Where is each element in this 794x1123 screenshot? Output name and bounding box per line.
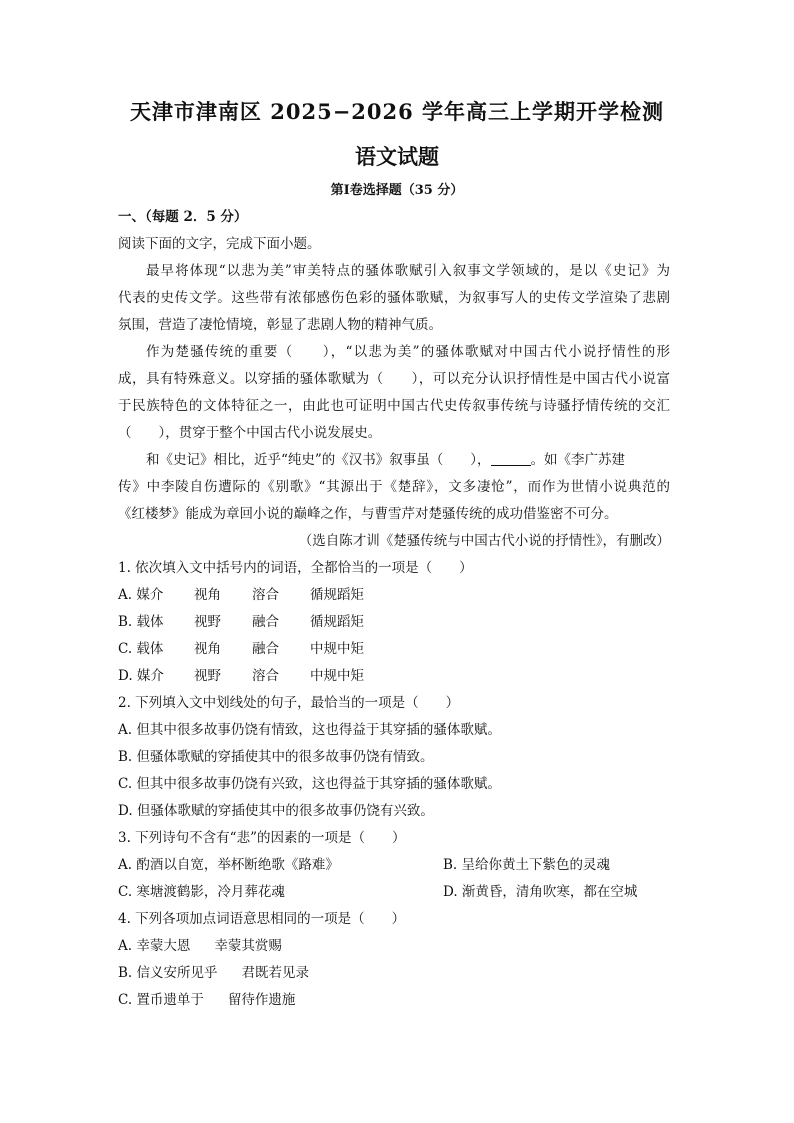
passage-line: 于民族特色的文体特征之一，由此也可证明中国古代史传叙事传统与诗骚抒情传统的交汇 [118, 398, 670, 414]
q3-options-row-1 [118, 852, 670, 879]
q2-option-a[interactable]: A. 但其中很多故事仍饶有情致，这也得益于其穿插的骚体歌赋。 [118, 722, 501, 738]
q2-option-d[interactable]: D. 但骚体歌赋的穿插使其中的很多故事仍饶有兴致。 [118, 803, 434, 819]
question-2-stem: 2. 下列填入文中划线处的句子，最恰当的一项是（ ） [118, 695, 460, 711]
part-heading: 一、（每题 2．5 分） [118, 209, 248, 225]
q3-option-d[interactable]: D. 渐黄昏，清角吹寒，都在空城 [443, 884, 638, 900]
q4-option-a[interactable]: A. 幸蒙大恩 幸蒙其赏赐 [118, 938, 282, 954]
question-4-stem: 4. 下列各项加点词语意思相同的一项是（ ） [118, 911, 406, 927]
passage-line: 最早将体现“以悲为美”审美特点的骚体歌赋引入叙事文学领域的，是以《史记》为 [146, 263, 670, 279]
passage-text: 。如《李广苏建 [530, 452, 626, 468]
q1-option-b[interactable]: B. 载体 视野 融合 循规蹈矩 [118, 614, 364, 630]
q2-option-c[interactable]: C. 但其中很多故事仍饶有兴致，这也得益于其穿插的骚体歌赋。 [118, 776, 501, 792]
passage-line: 氛围，营造了凄怆情境，彰显了悲剧人物的精神气质。 [118, 317, 442, 333]
passage-source: （选自陈才训《楚骚传统与中国古代小说的抒情性》，有删改） [298, 533, 670, 549]
q4-option-b[interactable]: B. 信义安所见乎 君既若见录 [118, 965, 310, 981]
section-heading: 第Ⅰ卷选择题（35 分） [330, 183, 464, 198]
passage-line: 代表的史传文学。这些带有浓郁感伤色彩的骚体歌赋，为叙事写人的史传文学渲染了悲剧 [118, 290, 670, 306]
passage-line [118, 447, 670, 474]
q2-option-b[interactable]: B. 但骚体歌赋的穿插使其中的很多故事仍饶有情致。 [118, 749, 434, 765]
q3-option-c[interactable]: C. 寒塘渡鹤影，冷月葬花魂 [118, 884, 285, 900]
q3-options-row-2 [118, 879, 670, 906]
q1-option-a[interactable]: A. 媒介 视角 溶合 循规蹈矩 [118, 587, 364, 603]
q3-option-b[interactable]: B. 呈给你黄土下紫色的灵魂 [443, 857, 611, 873]
passage-line: 《红楼梦》能成为章回小说的巅峰之作，与曹雪芹对楚骚传统的成功借鉴密不可分。 [118, 506, 618, 522]
q1-option-c[interactable]: C. 载体 视角 融合 中规中矩 [118, 641, 364, 657]
passage-line: 传》中李陵自伤遭际的《别歌》“其源出于《楚辞》，文多凄怆”，而作为世情小说典范的 [118, 479, 670, 495]
passage-text: 和《史记》相比，近乎“纯史”的《汉书》叙事虽（ ）， [146, 452, 491, 468]
q1-option-d[interactable]: D. 媒介 视野 溶合 中规中矩 [118, 668, 364, 684]
passage-paragraph-1 [118, 258, 670, 339]
q3-option-a[interactable]: A. 酌酒以自宽，举杯断绝歌《路难》 [118, 857, 339, 873]
reading-instruction: 阅读下面的文字，完成下面小题。 [118, 236, 321, 252]
exam-content [118, 204, 670, 1014]
exam-title: 天津市津南区 2025−2026 学年高三上学期开学检测 [129, 99, 665, 124]
q4-option-c[interactable]: C. 置币遗单于 留待作遗施 [118, 992, 296, 1008]
fill-blank-line [491, 451, 531, 466]
subject-title: 语文试题 [355, 144, 439, 169]
passage-line: （ ），贯穿于整个中国古代小说发展史。 [118, 425, 382, 441]
passage-paragraph-3 [118, 447, 670, 528]
passage-line: 成，具有特殊意义。以穿插的骚体歌赋为（ ），可以充分认识抒情性是中国古代小说富 [118, 371, 670, 387]
question-1-stem: 1. 依次填入文中括号内的词语，全都恰当的一项是（ ） [118, 560, 473, 576]
passage-line: 作为楚骚传统的重要（ ），“以悲为美”的骚体歌赋对中国古代小说抒情性的形 [146, 344, 670, 360]
passage-paragraph-2 [118, 339, 670, 447]
question-3-stem: 3. 下列诗句不含有“悲”的因素的一项是（ ） [118, 830, 406, 846]
